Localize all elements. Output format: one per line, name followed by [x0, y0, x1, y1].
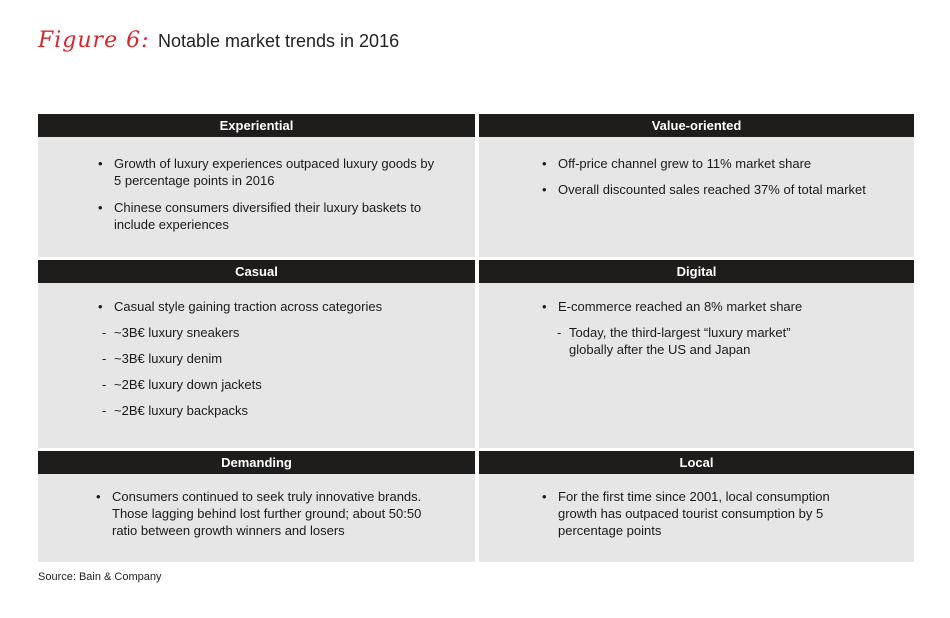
- panel-header-digital: Digital: [479, 260, 914, 283]
- panel-casual: [38, 260, 475, 448]
- panel-body-value-oriented: [479, 137, 914, 257]
- panel-local: [479, 451, 914, 562]
- sub-item: - ~2B€ luxury down jackets: [102, 376, 444, 393]
- panel-header-casual: Casual: [38, 260, 475, 283]
- sub-item: - ~3B€ luxury denim: [102, 350, 444, 367]
- panel-body-demanding: [38, 474, 475, 562]
- panel-body-digital: [479, 283, 914, 448]
- figure-title-row: [38, 28, 399, 53]
- panel-body-local: [479, 474, 914, 562]
- bullet-item: • Casual style gaining traction across categories: [98, 298, 444, 315]
- panel-body-experiential: [38, 137, 475, 257]
- panel-header-experiential: Experiential: [38, 114, 475, 137]
- panel-header-value-oriented: Value-oriented: [479, 114, 914, 137]
- sub-item: - Today, the third-largest “luxury market” globally after the US and Japan: [557, 324, 829, 358]
- panel-demanding: [38, 451, 475, 562]
- bullet-item: • For the first time since 2001, local consumption growth has outpaced tourist consumption by 5 percentage points: [542, 488, 848, 539]
- source-note: Source: Bain & Company: [38, 571, 162, 583]
- bullet-item: • Overall discounted sales reached 37% of total market: [542, 181, 888, 198]
- panel-experiential: [38, 114, 475, 257]
- figure-title: Notable market trends in 2016: [157, 31, 400, 51]
- panel-digital: [479, 260, 914, 448]
- figure-label: Figure 6:: [38, 28, 150, 53]
- bullet-item: • E-commerce reached an 8% market share: [542, 298, 888, 315]
- panel-value-oriented: [479, 114, 914, 257]
- bullet-item: • Consumers continued to seek truly innovative brands. Those lagging behind lost further ground; about 50:50 ratio between growth winners and losers: [96, 488, 442, 539]
- panel-header-demanding: Demanding: [38, 451, 475, 474]
- bullet-item: • Off-price channel grew to 11% market share: [542, 155, 888, 172]
- bullet-item: • Chinese consumers diversified their luxury baskets to include experiences: [98, 199, 444, 233]
- sub-item: - ~3B€ luxury sneakers: [102, 324, 444, 341]
- panel-body-casual: [38, 283, 475, 448]
- bullet-item: • Growth of luxury experiences outpaced luxury goods by 5 percentage points in 2016: [98, 155, 444, 189]
- panel-header-local: Local: [479, 451, 914, 474]
- sub-item: - ~2B€ luxury backpacks: [102, 402, 444, 419]
